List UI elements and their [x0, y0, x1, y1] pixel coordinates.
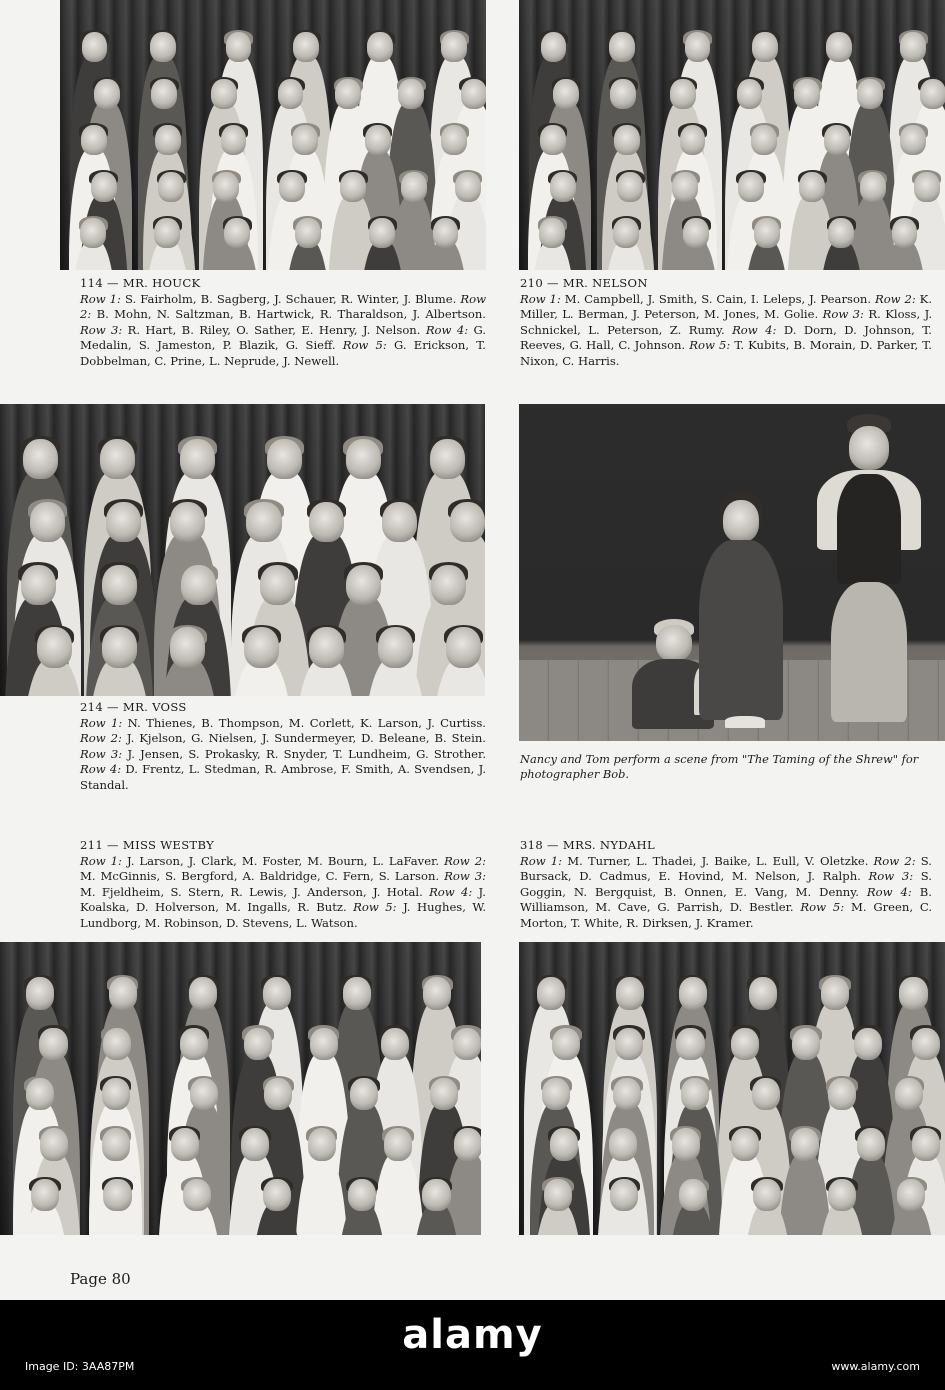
alamy-logo: alamy — [402, 1312, 543, 1358]
watermark-footer — [0, 1300, 945, 1390]
actress-nancy — [695, 490, 785, 730]
page-number: Page 80 — [70, 1270, 131, 1288]
room-title: 210 — MR. NELSON — [520, 276, 648, 290]
class-photo-nelson — [519, 0, 945, 270]
class-photo-westby — [0, 942, 481, 1235]
room-title: 114 — MR. HOUCK — [80, 276, 201, 290]
class-photo-voss — [0, 404, 485, 696]
caption-voss — [80, 700, 486, 794]
stage-photo — [519, 404, 945, 741]
caption-nelson — [520, 276, 932, 370]
room-title: 211 — MISS WESTBY — [80, 838, 215, 852]
class-photo-houck — [60, 0, 486, 270]
caption-houck — [80, 276, 486, 370]
row-list: Row 1: M. Turner, L. Thadei, J. Baike, L. Eull, V. Oletzke. Row 2: S. Bursack, D. Cadmus, E. Hovind, M. Nelson, J. Ralph. Row 3: S. Goggin, N. Bergquist, B. Onnen, E. Vang, M. Denny. Row 4: B. Williamson, M. Cave, G. Parrish, D. Bestler. Row 5: M. Green, C. Morton, T. White, R. Dirksen, J. Kramer. — [520, 853, 933, 930]
stage-photo-caption: Nancy and Tom perform a scene from "The Taming of the Shrew" for photographer Bob. — [520, 752, 919, 782]
row-list: Row 1: S. Fairholm, B. Sagberg, J. Schauer, R. Winter, J. Blume. Row 2: B. Mohn, N. Saltzman, B. Hartwick, R. Tharaldson, J. Albertson. Row 3: R. Hart, B. Riley, O. Sather, E. Henry, J. Nelson. Row 4: G. Medalin, S. Jameston, P. Blazik, G. Sieff. Row 5: G. Erickson, T. Dobbelman, C. Prine, L. Neprude, J. Newell. — [80, 291, 487, 368]
actor-tom — [803, 414, 923, 734]
class-photo-nydahl — [519, 942, 945, 1235]
row-list: Row 1: N. Thienes, B. Thompson, M. Corlett, K. Larson, J. Curtiss. Row 2: J. Kjelson, G. Nielsen, J. Sundermeyer, D. Beleane, B. Stein. Row 3: J. Jensen, S. Prokasky, R. Snyder, T. Lundheim, G. Strother. Row 4: D. Frentz, L. Stedman, R. Ambrose, F. Smith, A. Svendsen, J. Standal. — [80, 715, 487, 792]
room-title: 318 — MRS. NYDAHL — [520, 838, 655, 852]
image-id: Image ID: 3AA87PM — [25, 1360, 135, 1373]
row-list: Row 1: M. Campbell, J. Smith, S. Cain, I. Leleps, J. Pearson. Row 2: K. Miller, L. Berman, J. Peterson, M. Jones, M. Golie. Row 3: R. Kloss, J. Schnickel, L. Peterson, Z. Rumy. Row 4: D. Dorn, D. Johnson, T. Reeves, G. Hall, C. Johnson. Row 5: T. Kubits, B. Morain, D. Parker, T. Nixon, C. Harris. — [520, 291, 933, 368]
room-title: 214 — MR. VOSS — [80, 700, 187, 714]
row-list: Row 1: J. Larson, J. Clark, M. Foster, M. Bourn, L. LaFaver. Row 2: M. McGinnis, S. Bergford, A. Baldridge, C. Fern, S. Larson. Row 3: M. Fjeldheim, S. Stern, R. Lewis, J. Anderson, J. Hotal. Row 4: J. Koalska, D. Holverson, M. Ingalls, R. Butz. Row 5: J. Hughes, W. Lundborg, M. Robinson, D. Stevens, L. Watson. — [80, 853, 487, 930]
caption-westby — [80, 838, 486, 932]
caption-nydahl — [520, 838, 932, 932]
site-url: www.alamy.com — [831, 1360, 920, 1373]
